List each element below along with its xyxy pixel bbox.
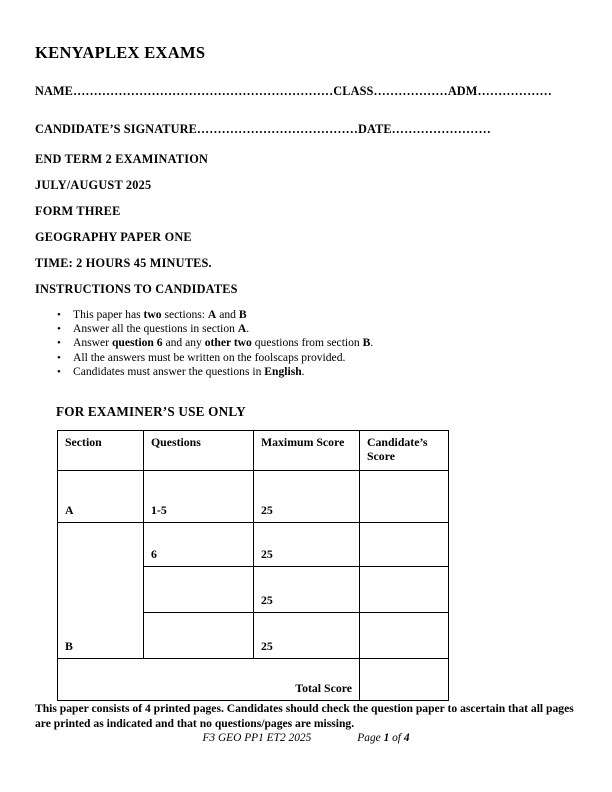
column-header-maximum-score: Maximum Score	[254, 431, 360, 471]
bullet-icon: •	[57, 337, 61, 350]
instructions-heading: INSTRUCTIONS TO CANDIDATES	[35, 282, 238, 296]
instructions-list	[56, 308, 476, 379]
cell-maximum-score-b3: 25	[254, 613, 360, 659]
exam-month-line: JULY/AUGUST 2025	[35, 178, 152, 192]
instruction-item	[56, 322, 476, 336]
column-header-section: Section	[58, 431, 144, 471]
cell-section-b: B	[58, 523, 144, 659]
instruction-item	[56, 308, 476, 322]
bullet-icon: •	[57, 323, 61, 336]
table-row	[58, 471, 449, 523]
instruction-item	[56, 336, 476, 350]
table-header-row	[58, 431, 449, 471]
instruction-text: This paper has two sections: A and B	[73, 308, 247, 321]
bullet-icon: •	[57, 309, 61, 321]
cell-candidate-score-a[interactable]	[360, 471, 449, 523]
cell-maximum-score-b2: 25	[254, 567, 360, 613]
exam-subject-line: GEOGRAPHY PAPER ONE	[35, 230, 192, 244]
table-row	[58, 523, 449, 567]
page-title: KENYAPLEX EXAMS	[35, 43, 206, 62]
cell-questions-b2	[144, 567, 254, 613]
cell-maximum-score-b1: 25	[254, 523, 360, 567]
exam-term-line: END TERM 2 EXAMINATION	[35, 152, 209, 166]
cell-questions-a: 1-5	[144, 471, 254, 523]
footer-meta	[35, 732, 577, 744]
signature-date-line: CANDIDATE’S SIGNATURE…………………………………DATE……………………	[35, 122, 491, 136]
name-class-adm-line: NAME………………………………………………………CLASS………………ADM………………	[35, 84, 552, 98]
printed-pages-note: This paper consists of 4 printed pages. Candidates should check the question paper to ascertain that all pages are printed as indicated and that no questions/pages are missing.	[35, 702, 574, 730]
cell-maximum-score-a: 25	[254, 471, 360, 523]
cell-candidate-score-b2[interactable]	[360, 567, 449, 613]
instruction-text: Candidates must answer the questions in English.	[73, 364, 305, 378]
instruction-text: All the answers must be written on the foolscaps provided.	[73, 350, 346, 364]
instruction-text: Answer all the questions in section A.	[73, 322, 250, 336]
cell-candidate-score-b1[interactable]	[360, 523, 449, 567]
cell-section-a: A	[58, 471, 144, 523]
column-header-candidate-score: Candidate’s Score	[360, 431, 449, 471]
examiner-score-table	[57, 430, 449, 701]
cell-questions-b1: 6	[144, 523, 254, 567]
cell-questions-b3	[144, 613, 254, 659]
examiner-use-heading: FOR EXAMINER’S USE ONLY	[56, 404, 246, 419]
page-number-label: Page 1 of 4	[357, 732, 410, 744]
total-score-value[interactable]	[360, 659, 449, 701]
exam-form-line: FORM THREE	[35, 204, 121, 218]
paper-code: F3 GEO PP1 ET2 2025	[202, 732, 312, 744]
column-header-questions: Questions	[144, 431, 254, 471]
instruction-item	[56, 351, 476, 365]
bullet-icon: •	[57, 351, 61, 364]
page-total: 4	[403, 732, 410, 744]
table-total-row	[58, 659, 449, 701]
bullet-icon: •	[57, 365, 61, 378]
exam-time-line: TIME: 2 HOURS 45 MINUTES.	[35, 256, 212, 270]
cell-candidate-score-b3[interactable]	[360, 613, 449, 659]
instruction-item	[56, 365, 476, 379]
page-number: 1	[383, 732, 390, 744]
instruction-text: Answer question 6 and any other two questions from section B.	[73, 336, 374, 350]
total-score-label: Total Score	[58, 659, 360, 701]
